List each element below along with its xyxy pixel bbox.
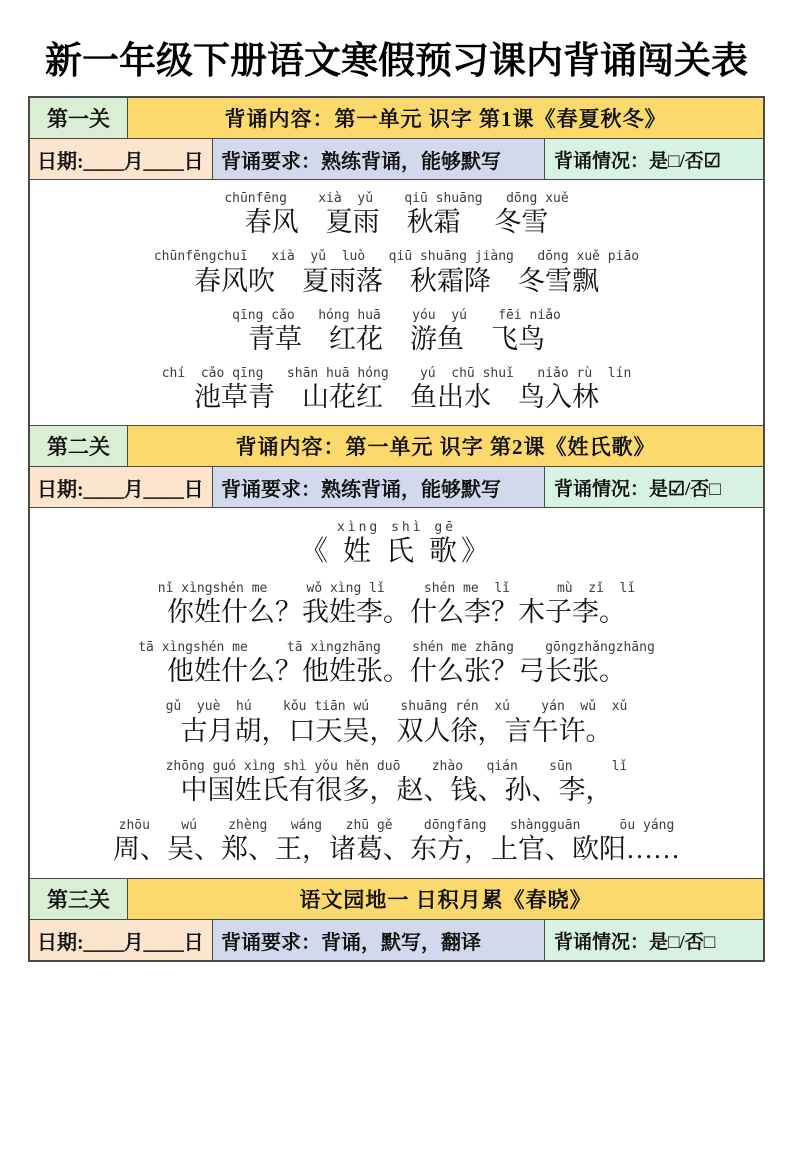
text-line [158, 582, 635, 629]
section-3-status-with-checkboxes: 背诵情况：是□/否□ [544, 920, 763, 960]
section-3-level-badge: 第三关 [30, 879, 127, 919]
section-2-text-block [30, 508, 763, 878]
section-1-content-title: 背诵内容：第一单元 识字 第1课《春夏秋冬》 [127, 98, 763, 138]
section-1-date-field: 日期:＿＿月＿＿日 [30, 139, 212, 179]
pinyin-line: chí cǎo qīng shān huā hóng yú chū shuǐ niǎo rù lín [161, 366, 632, 382]
text-line [166, 700, 628, 747]
hanzi-line: 池草青 山花红 鱼出水 鸟入林 [193, 382, 599, 413]
section-3-content-title: 语文园地一 日积月累《春晓》 [127, 879, 763, 919]
section-3-date-row [30, 919, 763, 960]
text-line [138, 641, 655, 688]
section-3-header-row [30, 878, 763, 919]
text-line [224, 192, 568, 239]
hanzi-line: 古月胡，口天吴，双人徐，言午许。 [180, 715, 613, 746]
section-1-level-badge: 第一关 [30, 98, 127, 138]
section-1-status-with-checkboxes: 背诵情况：是□/否☑ [544, 139, 763, 179]
pinyin-line: tā xìngshén me tā xìngzhāng shén me zhāng gōngzhǎngzhāng [138, 639, 655, 655]
pinyin-line: nǐ xìngshén me wǒ xìng lǐ shén me lǐ mù zǐ lǐ [157, 580, 636, 596]
section-1-body-row [30, 179, 763, 425]
hanzi-line: 青草 红花 游鱼 飞鸟 [247, 323, 545, 354]
section-2-content-title: 背诵内容：第一单元 识字 第2课《姓氏歌》 [127, 426, 763, 466]
section-2-body-row [30, 507, 763, 878]
section-1-requirement: 背诵要求：熟练背诵，能够默写 [212, 139, 544, 179]
hanzi-line: 中国姓氏有很多，赵、钱、孙、李， [180, 774, 613, 805]
section-1-date-row [30, 138, 763, 179]
recitation-table [28, 96, 765, 962]
text-line [113, 819, 680, 866]
pinyin-line: qīng cǎo hóng huā yóu yú fēi niǎo [232, 307, 561, 323]
hanzi-line: 春风吹 夏雨落 秋霜降 冬雪飘 [193, 265, 599, 296]
section-2-status-with-checkboxes: 背诵情况：是☑/否□ [544, 467, 763, 507]
section-3-date-field: 日期:＿＿月＿＿日 [30, 920, 212, 960]
page-title: 新一年级下册语文寒假预习课内背诵闯关表 [45, 41, 748, 82]
text-line [232, 309, 561, 356]
section-2-requirement: 背诵要求：熟练背诵，能够默写 [212, 467, 544, 507]
section-2-level-badge: 第二关 [30, 426, 127, 466]
section-2-date-row [30, 466, 763, 507]
hanzi-line: 《 姓 氏 歌》 [299, 536, 493, 568]
pinyin-line: chūnfēngchuī xià yǔ luò qiū shuāng jiàng dōng xuě piāo [153, 249, 640, 265]
hanzi-line: 你姓什么？我姓李。什么李？木子李。 [167, 596, 626, 627]
pinyin-line: gǔ yuè hú kǒu tiān wú shuāng rén xú yán wǔ xǔ [165, 699, 628, 715]
pinyin-line: xìng shì gē [336, 520, 457, 536]
section-2-header-row [30, 425, 763, 466]
song-title-line [300, 521, 493, 569]
pinyin-line: zhōu wú zhèng wáng zhū gě dōngfāng shàngguān ōu yáng [118, 817, 675, 833]
section-2-date-field: 日期:＿＿月＿＿日 [30, 467, 212, 507]
text-line [166, 760, 628, 807]
hanzi-line: 春风 夏雨 秋霜 冬雪 [244, 207, 549, 238]
hanzi-line: 周、吴、郑、王，诸葛、东方，上官、欧阳…… [113, 834, 680, 865]
pinyin-line: chūnfēng xià yǔ qiū shuāng dōng xuě [224, 191, 569, 207]
section-3-requirement: 背诵要求：背诵，默写，翻译 [212, 920, 544, 960]
text-line [162, 367, 632, 414]
hanzi-line: 他姓什么？他姓张。什么张？弓长张。 [167, 656, 626, 687]
section-1-text-block [30, 180, 763, 425]
section-1-header-row [30, 98, 763, 138]
pinyin-line: zhōng guó xìng shì yǒu hěn duō zhào qián sūn lǐ [165, 758, 628, 774]
text-line [154, 250, 639, 297]
